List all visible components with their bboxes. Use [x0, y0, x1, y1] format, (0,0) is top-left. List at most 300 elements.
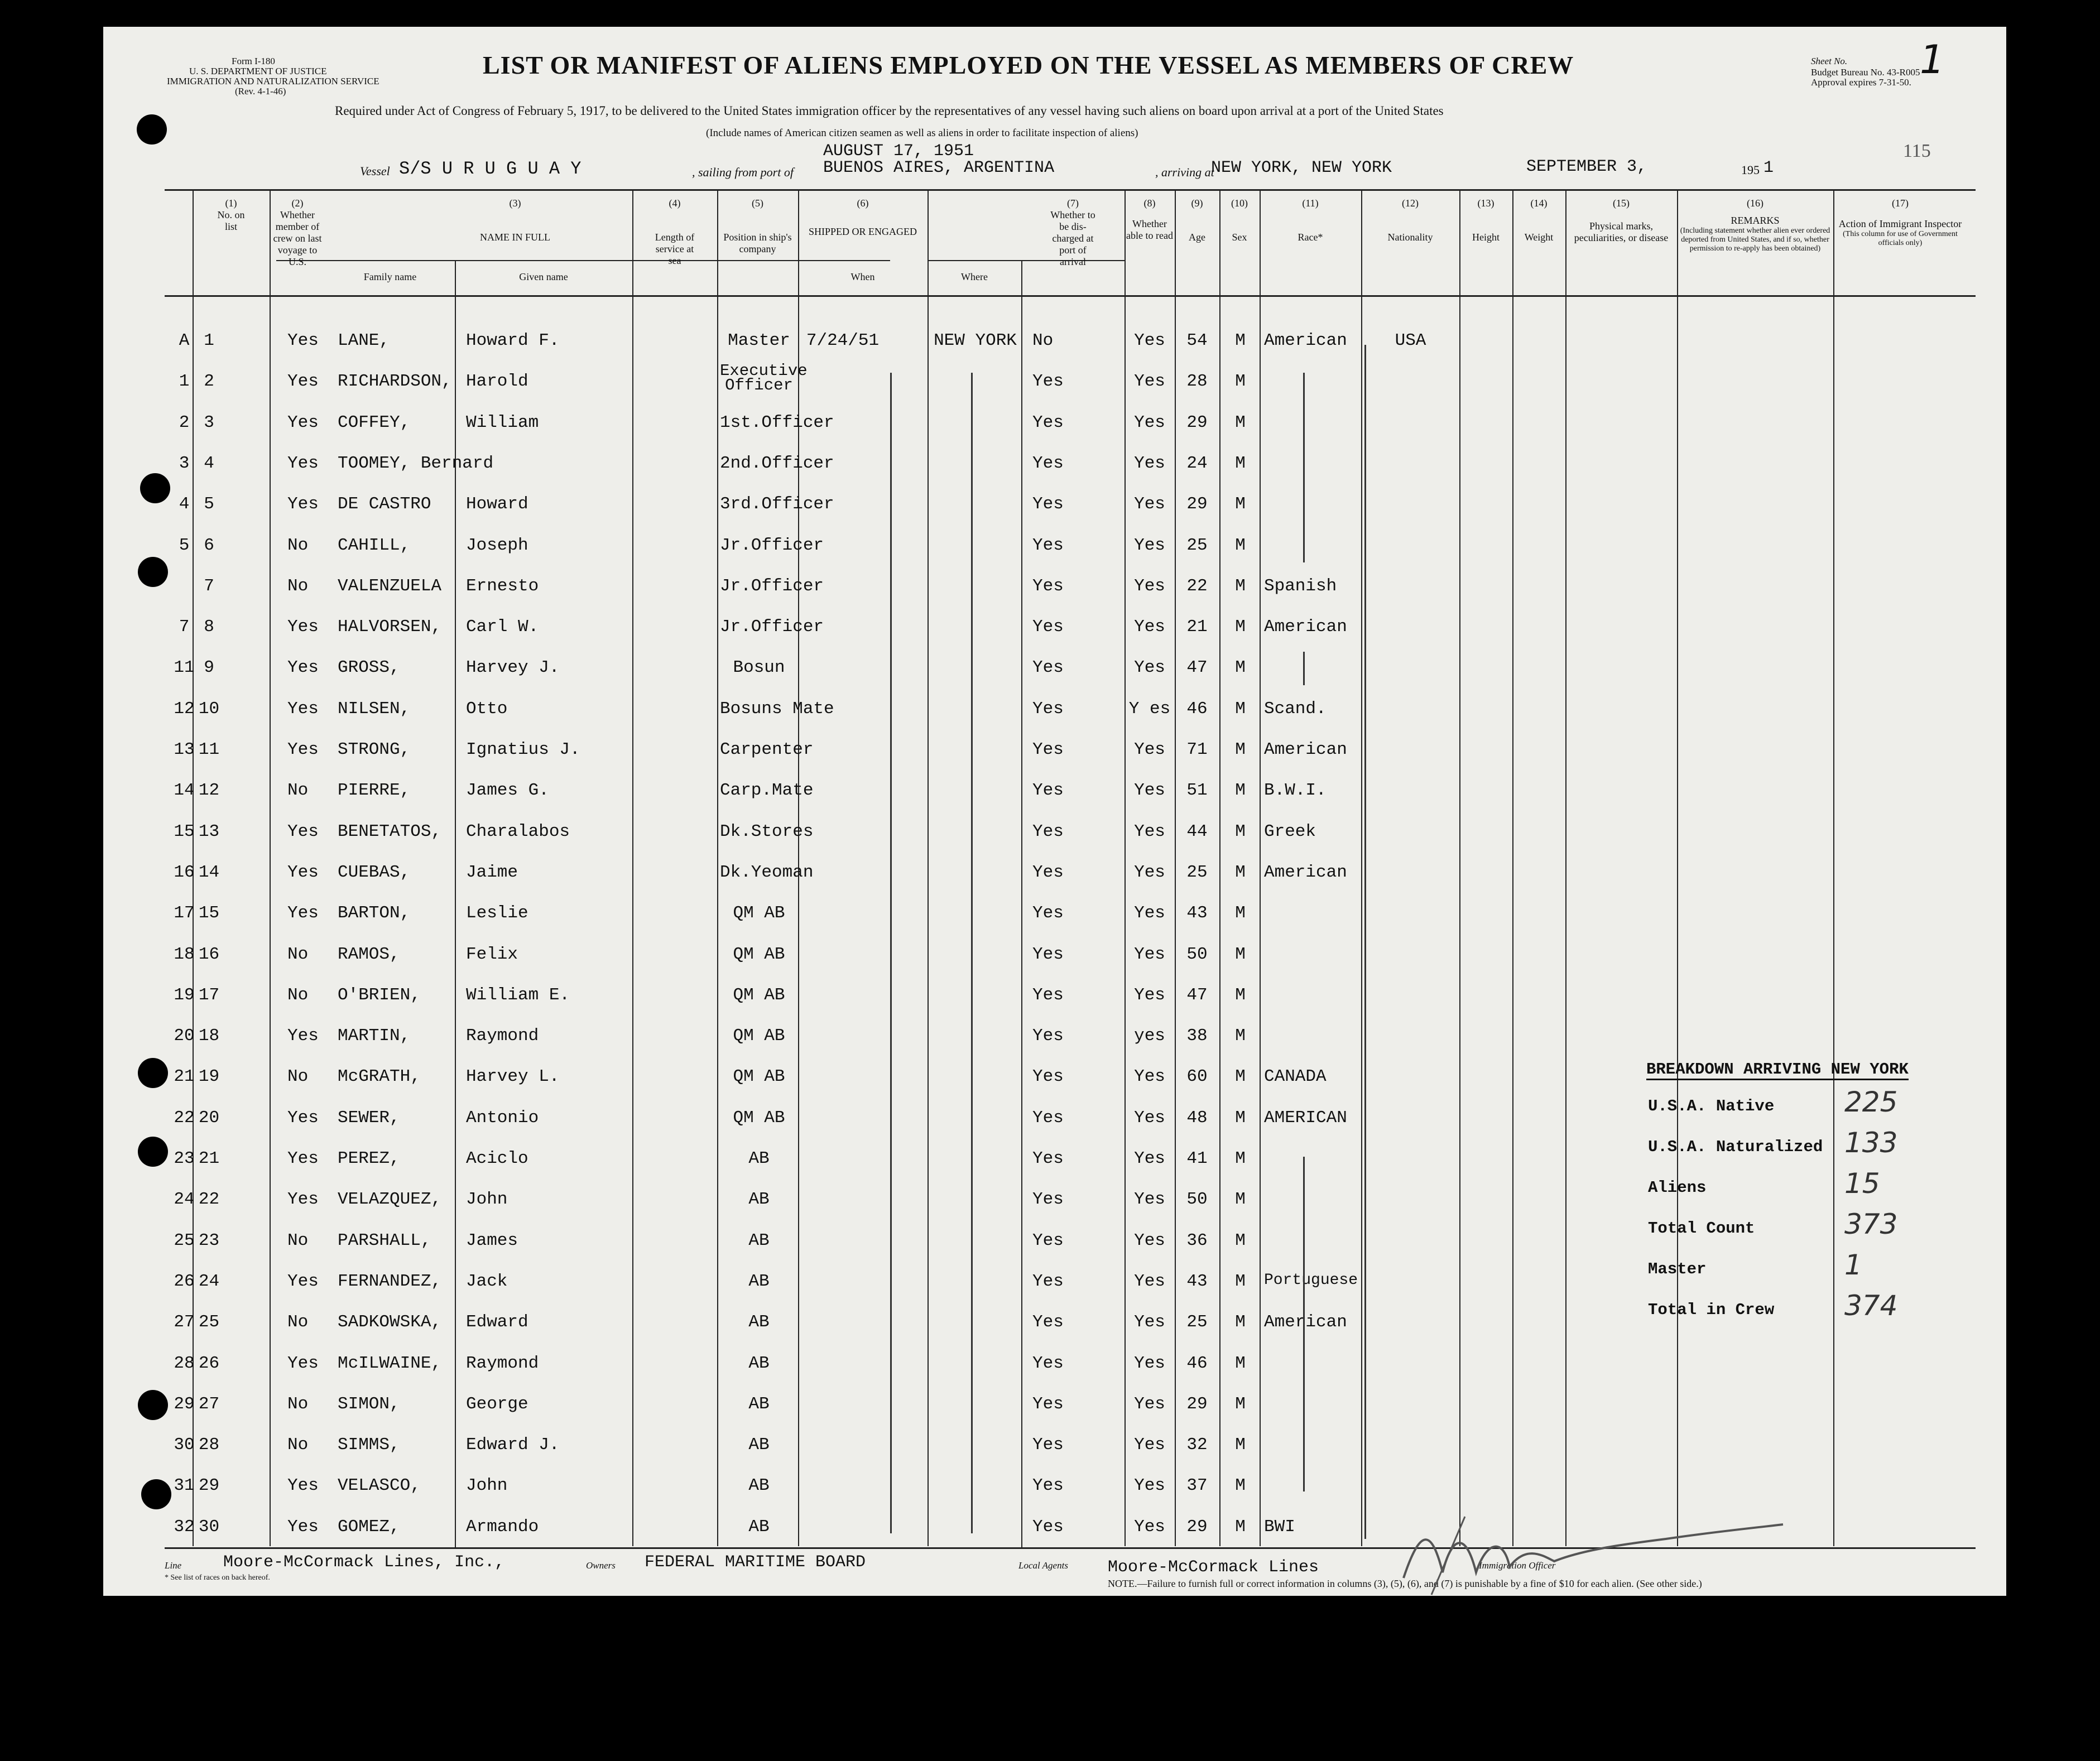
- row-age: 46: [1186, 699, 1208, 719]
- row-margin-number: A: [179, 331, 190, 350]
- row-margin-number: 24: [174, 1190, 195, 1209]
- page-title: LIST OR MANIFEST OF ALIENS EMPLOYED ON THE VESSEL AS MEMBERS OF CREW: [483, 51, 1574, 79]
- row-sex: M: [1235, 699, 1246, 719]
- row-given-name: Aciclo: [466, 1149, 528, 1168]
- row-age: 50: [1186, 945, 1208, 964]
- row-given-name: William: [466, 413, 539, 432]
- row-shipped-where: NEW YORK: [934, 331, 1017, 350]
- row-last-voyage: Yes: [287, 822, 319, 841]
- row-list-number: 17: [198, 985, 220, 1005]
- row-list-number: 9: [204, 658, 214, 677]
- row-margin-number: 11: [174, 658, 195, 677]
- table-row: [103, 1026, 2001, 1060]
- row-list-number: 29: [198, 1476, 220, 1495]
- row-list-number: 5: [204, 494, 214, 514]
- row-sex: M: [1235, 413, 1246, 432]
- row-sex: M: [1235, 372, 1246, 391]
- table-row: [103, 536, 2001, 569]
- table-row: [103, 903, 2001, 937]
- row-list-number: 15: [198, 903, 220, 923]
- row-position: AB: [748, 1272, 770, 1291]
- ditto-mark-nationality: [1364, 345, 1366, 1539]
- manifest-sheet: [103, 27, 2006, 1596]
- agents-value: Moore-McCormack Lines: [1108, 1558, 1319, 1577]
- row-sex: M: [1235, 331, 1246, 350]
- row-age: 25: [1186, 1312, 1208, 1332]
- row-list-number: 24: [198, 1272, 220, 1291]
- row-family-name: COFFEY,: [338, 413, 411, 432]
- breakdown-title: BREAKDOWN ARRIVING NEW YORK: [1646, 1060, 1909, 1080]
- row-last-voyage: Yes: [287, 1108, 319, 1128]
- row-family-name: PIERRE,: [338, 781, 411, 800]
- row-list-number: 13: [198, 822, 220, 841]
- owners-value: FEDERAL MARITIME BOARD: [645, 1553, 866, 1572]
- row-discharged: Yes: [1032, 536, 1064, 555]
- row-position: AB: [748, 1231, 770, 1250]
- row-margin-number: 17: [174, 903, 195, 923]
- row-sex: M: [1235, 1108, 1246, 1128]
- col6-when-header: When: [850, 271, 875, 282]
- row-position: QM AB: [733, 1026, 785, 1046]
- row-discharged: Yes: [1032, 985, 1064, 1005]
- year-digit: 1: [1763, 158, 1774, 177]
- row-given-name: Raymond: [466, 1354, 539, 1373]
- row-family-name: DE CASTRO: [338, 494, 431, 514]
- revision: (Rev. 4-1-46): [235, 86, 286, 97]
- row-sex: M: [1235, 1272, 1246, 1291]
- service: IMMIGRATION AND NATURALIZATION SERVICE: [167, 76, 379, 86]
- row-given-name: John: [466, 1190, 508, 1209]
- row-family-name: BENETATOS,: [338, 822, 442, 841]
- row-able-to-read: Yes: [1134, 781, 1165, 800]
- row-last-voyage: No: [287, 1312, 309, 1332]
- row-race: BWI: [1264, 1517, 1295, 1537]
- row-position: Carpenter: [720, 740, 814, 759]
- row-race: American: [1264, 617, 1347, 637]
- row-last-voyage: Yes: [287, 863, 319, 882]
- col3-family-header: Family name: [363, 271, 417, 282]
- row-age: 50: [1186, 1190, 1208, 1209]
- row-given-name: Harold: [466, 372, 528, 391]
- row-able-to-read: Yes: [1134, 985, 1165, 1005]
- row-list-number: 7: [204, 576, 214, 596]
- row-age: 29: [1186, 413, 1208, 432]
- row-list-number: 25: [198, 1312, 220, 1332]
- row-position: AB: [748, 1435, 770, 1455]
- row-discharged: Yes: [1032, 1517, 1064, 1537]
- row-position: QM AB: [733, 985, 785, 1005]
- row-margin-number: 32: [174, 1517, 195, 1537]
- row-position: Jr.Officer: [720, 536, 824, 555]
- required-text: Required under Act of Congress of February 5, 1917, to be delivered to the United States immigration officer by the representatives of any vessel having such aliens on board upon arrival at a port of the United States: [335, 104, 1444, 118]
- ditto-mark-race: [1303, 373, 1305, 562]
- row-able-to-read: Yes: [1134, 331, 1165, 350]
- row-able-to-read: Yes: [1134, 536, 1165, 555]
- row-age: 51: [1186, 781, 1208, 800]
- sheet-label: Sheet No.: [1811, 56, 1848, 66]
- table-row: [103, 617, 2001, 651]
- row-position: AB: [748, 1394, 770, 1414]
- row-age: 25: [1186, 536, 1208, 555]
- row-last-voyage: No: [287, 576, 309, 596]
- row-position: Dk.Yeoman: [720, 863, 814, 882]
- col13-header: (13) Height: [1472, 198, 1500, 243]
- row-last-voyage: No: [287, 1067, 309, 1086]
- row-list-number: 16: [198, 945, 220, 964]
- row-discharged: Yes: [1032, 494, 1064, 514]
- col11-header: (11) Race*: [1298, 198, 1323, 243]
- row-sex: M: [1235, 1026, 1246, 1046]
- row-able-to-read: Yes: [1134, 740, 1165, 759]
- row-discharged: Yes: [1032, 1312, 1064, 1332]
- row-position: Jr.Officer: [720, 617, 824, 637]
- breakdown-label: Master: [1648, 1260, 1707, 1278]
- row-discharged: Yes: [1032, 454, 1064, 473]
- department: U. S. DEPARTMENT OF JUSTICE: [189, 66, 327, 76]
- punch-hole: [137, 114, 167, 145]
- row-margin-number: 25: [174, 1231, 195, 1250]
- col6-header: (6) SHIPPED OR ENGAGED: [808, 198, 917, 237]
- row-family-name: CAHILL,: [338, 536, 411, 555]
- row-margin-number: 19: [174, 985, 195, 1005]
- sail-date: AUGUST 17, 1951: [823, 142, 974, 161]
- row-margin-number: 27: [174, 1312, 195, 1332]
- row-sex: M: [1235, 740, 1246, 759]
- row-last-voyage: Yes: [287, 1149, 319, 1168]
- row-sex: M: [1235, 1354, 1246, 1373]
- row-discharged: Yes: [1032, 1108, 1064, 1128]
- arriving-label: , arriving at: [1155, 165, 1214, 179]
- row-age: 37: [1186, 1476, 1208, 1495]
- row-family-name: RICHARDSON,: [338, 372, 452, 391]
- row-position: QM AB: [733, 1067, 785, 1086]
- row-last-voyage: Yes: [287, 903, 319, 923]
- row-list-number: 6: [204, 536, 214, 555]
- row-list-number: 19: [198, 1067, 220, 1086]
- include-text: (Include names of American citizen seamen as well as aliens in order to facilitate inspection of aliens): [706, 127, 1138, 139]
- row-age: 44: [1186, 822, 1208, 841]
- row-age: 48: [1186, 1108, 1208, 1128]
- row-discharged: Yes: [1032, 699, 1064, 719]
- row-last-voyage: Yes: [287, 454, 319, 473]
- row-able-to-read: Yes: [1134, 576, 1165, 596]
- row-discharged: Yes: [1032, 576, 1064, 596]
- row-able-to-read: Yes: [1134, 413, 1165, 432]
- breakdown-value: 1: [1844, 1249, 1862, 1281]
- row-sex: M: [1235, 1394, 1246, 1414]
- row-position: Jr.Officer: [720, 576, 824, 596]
- col12-header: (12) Nationality: [1387, 198, 1433, 243]
- row-list-number: 28: [198, 1435, 220, 1455]
- row-discharged: No: [1032, 331, 1054, 350]
- row-sex: M: [1235, 1149, 1246, 1168]
- row-margin-number: 1: [179, 372, 190, 391]
- row-position: AB: [748, 1149, 770, 1168]
- row-sex: M: [1235, 863, 1246, 882]
- row-able-to-read: Yes: [1134, 903, 1165, 923]
- table-row: [103, 1272, 2001, 1305]
- row-able-to-read: Yes: [1134, 617, 1165, 637]
- officer-signature: [1398, 1505, 1789, 1596]
- row-sex: M: [1235, 985, 1246, 1005]
- row-last-voyage: Yes: [287, 1517, 319, 1537]
- row-able-to-read: Yes: [1134, 1312, 1165, 1332]
- row-given-name: William E.: [466, 985, 570, 1005]
- row-sex: M: [1235, 1476, 1246, 1495]
- row-last-voyage: No: [287, 536, 309, 555]
- vessel-name: S/S U R U G U A Y: [399, 158, 582, 179]
- row-last-voyage: Yes: [287, 1026, 319, 1046]
- row-given-name: Jack: [466, 1272, 508, 1291]
- row-discharged: Yes: [1032, 1272, 1064, 1291]
- row-family-name: STRONG,: [338, 740, 411, 759]
- col2-header: (2) Whether member of crew on last voyage to U.S.: [273, 198, 322, 267]
- approval-expiry: Approval expires 7-31-50.: [1811, 77, 1911, 88]
- row-able-to-read: Yes: [1134, 1354, 1165, 1373]
- row-sex: M: [1235, 1067, 1246, 1086]
- row-discharged: Yes: [1032, 903, 1064, 923]
- col8-header: (8) Whether able to read: [1126, 198, 1173, 241]
- row-race: Portuguese: [1264, 1272, 1358, 1289]
- col7-header: (7) Whether to be dis-charged at port of arrival: [1050, 198, 1095, 267]
- row-family-name: McGRATH,: [338, 1067, 421, 1086]
- row-list-number: 22: [198, 1190, 220, 1209]
- row-position: AB: [748, 1517, 770, 1537]
- row-margin-number: 22: [174, 1108, 195, 1128]
- row-age: 25: [1186, 863, 1208, 882]
- row-age: 38: [1186, 1026, 1208, 1046]
- row-given-name: John: [466, 1476, 508, 1495]
- table-top-rule: [165, 189, 1976, 191]
- row-margin-number: 30: [174, 1435, 195, 1455]
- row-last-voyage: Yes: [287, 331, 319, 350]
- row-family-name: PARSHALL,: [338, 1231, 431, 1250]
- row-sex: M: [1235, 1517, 1246, 1537]
- row-position: QM AB: [733, 945, 785, 964]
- vessel-label: Vessel: [360, 164, 390, 178]
- row-list-number: 21: [198, 1149, 220, 1168]
- breakdown-value: 225: [1844, 1086, 1898, 1118]
- col16-header: (16) REMARKS (Including statement whether alien ever ordered deported from United States, and if so, whether permission to re-apply has been obtained): [1680, 198, 1830, 253]
- row-family-name: VELASCO,: [338, 1476, 421, 1495]
- row-position: Dk.Stores: [720, 822, 814, 841]
- row-position: Master: [728, 331, 790, 350]
- row-last-voyage: Yes: [287, 658, 319, 677]
- row-given-name: Armando: [466, 1517, 539, 1537]
- row-discharged: Yes: [1032, 863, 1064, 882]
- row-last-voyage: Yes: [287, 740, 319, 759]
- row-last-voyage: No: [287, 1394, 309, 1414]
- row-list-number: 1: [204, 331, 214, 350]
- row-given-name: James G.: [466, 781, 549, 800]
- row-age: 54: [1186, 331, 1208, 350]
- row-margin-number: 12: [174, 699, 195, 719]
- row-given-name: Ignatius J.: [466, 740, 580, 759]
- row-sex: M: [1235, 1312, 1246, 1332]
- row-race: American: [1264, 331, 1347, 350]
- row-position: 1st.Officer: [720, 413, 834, 432]
- table-row: [103, 576, 2001, 610]
- row-margin-number: 26: [174, 1272, 195, 1291]
- sailing-label: , sailing from port of: [692, 165, 794, 179]
- row-last-voyage: No: [287, 985, 309, 1005]
- row-discharged: Yes: [1032, 617, 1064, 637]
- footer-note: NOTE.—Failure to furnish full or correct information in columns (3), (5), (6), and (7) is punishable by a fine of $10 for each alien. (See other side.): [1108, 1578, 1702, 1589]
- departure-port: BUENOS AIRES, ARGENTINA: [823, 158, 1055, 177]
- table-row: [103, 413, 2001, 446]
- row-discharged: Yes: [1032, 1149, 1064, 1168]
- row-discharged: Yes: [1032, 781, 1064, 800]
- row-margin-number: 21: [174, 1067, 195, 1086]
- row-list-number: 2: [204, 372, 214, 391]
- row-able-to-read: Yes: [1134, 1476, 1165, 1495]
- row-age: 60: [1186, 1067, 1208, 1086]
- line-label: Line: [165, 1560, 182, 1571]
- row-discharged: Yes: [1032, 945, 1064, 964]
- row-position: AB: [748, 1190, 770, 1209]
- row-discharged: Yes: [1032, 1190, 1064, 1209]
- row-margin-number: 31: [174, 1476, 195, 1495]
- row-given-name: Raymond: [466, 1026, 539, 1046]
- table-row: [103, 945, 2001, 978]
- row-margin-number: 3: [179, 454, 190, 473]
- row-able-to-read: Yes: [1134, 1190, 1165, 1209]
- ditto-mark-when: [890, 373, 892, 1533]
- row-sex: M: [1235, 1231, 1246, 1250]
- row-margin-number: 16: [174, 863, 195, 882]
- col15-header: (15) Physical marks, peculiarities, or disease: [1574, 198, 1669, 243]
- row-family-name: SADKOWSKA,: [338, 1312, 442, 1332]
- row-sex: M: [1235, 1190, 1246, 1209]
- row-race: American: [1264, 863, 1347, 882]
- sheet-number: 1: [1920, 37, 1945, 83]
- row-able-to-read: Y es: [1128, 699, 1171, 719]
- row-position: Bosun: [733, 658, 785, 677]
- row-list-number: 3: [204, 413, 214, 432]
- row-margin-number: 15: [174, 822, 195, 841]
- row-list-number: 10: [198, 699, 220, 719]
- row-able-to-read: yes: [1134, 1026, 1165, 1046]
- ditto-mark-where: [971, 373, 973, 1533]
- agents-label: Local Agents: [1018, 1560, 1068, 1571]
- table-row: [103, 740, 2001, 773]
- row-margin-number: 4: [179, 494, 190, 514]
- row-discharged: Yes: [1032, 1476, 1064, 1495]
- col3-header: (3) NAME IN FULL: [480, 198, 550, 243]
- row-sex: M: [1235, 781, 1246, 800]
- breakdown-value: 374: [1844, 1290, 1898, 1322]
- row-list-number: 30: [198, 1517, 220, 1537]
- row-position: 2nd.Officer: [720, 454, 834, 473]
- row-sex: M: [1235, 945, 1246, 964]
- row-given-name: Jaime: [466, 863, 518, 882]
- row-margin-number: 7: [179, 617, 190, 637]
- row-given-name: Otto: [466, 699, 508, 719]
- row-given-name: Harvey L.: [466, 1067, 560, 1086]
- col3-given-header: Given name: [519, 271, 568, 282]
- row-list-number: 8: [204, 617, 214, 637]
- table-row: [103, 699, 2001, 733]
- row-list-number: 23: [198, 1231, 220, 1250]
- row-discharged: Yes: [1032, 1354, 1064, 1373]
- row-list-number: 26: [198, 1354, 220, 1373]
- row-given-name: Joseph: [466, 536, 528, 555]
- row-discharged: Yes: [1032, 1026, 1064, 1046]
- row-given-name: Ernesto: [466, 576, 539, 596]
- row-race: Greek: [1264, 822, 1316, 841]
- row-position: 3rd.Officer: [720, 494, 834, 514]
- row-able-to-read: Yes: [1134, 372, 1165, 391]
- row-age: 24: [1186, 454, 1208, 473]
- row-age: 71: [1186, 740, 1208, 759]
- row-position: Carp.Mate: [720, 781, 814, 800]
- row-able-to-read: Yes: [1134, 1517, 1165, 1537]
- row-family-name: GOMEZ,: [338, 1517, 400, 1537]
- row-able-to-read: Yes: [1134, 1435, 1165, 1455]
- races-note: * See list of races on back hereof.: [165, 1574, 270, 1582]
- row-race: B.W.I.: [1264, 781, 1327, 800]
- row-given-name: George: [466, 1394, 528, 1414]
- ditto-mark-race: [1303, 1157, 1305, 1491]
- row-last-voyage: Yes: [287, 494, 319, 514]
- row-age: 29: [1186, 494, 1208, 514]
- breakdown-value: 133: [1844, 1127, 1898, 1159]
- col5-header: (5) Position in ship's company: [723, 198, 792, 254]
- row-position: AB: [748, 1354, 770, 1373]
- row-margin-number: 20: [174, 1026, 195, 1046]
- row-last-voyage: No: [287, 1231, 309, 1250]
- row-given-name: Edward J.: [466, 1435, 560, 1455]
- row-age: 22: [1186, 576, 1208, 596]
- row-family-name: TOOMEY, Bernard: [338, 454, 494, 473]
- table-row: [103, 1476, 2001, 1509]
- col17-header: (17) Action of Immigrant Inspector (This column for use of Government officials only): [1838, 198, 1962, 247]
- row-list-number: 4: [204, 454, 214, 473]
- row-family-name: SEWER,: [338, 1108, 400, 1128]
- row-age: 47: [1186, 985, 1208, 1005]
- row-able-to-read: Yes: [1134, 454, 1165, 473]
- row-discharged: Yes: [1032, 740, 1064, 759]
- row-discharged: Yes: [1032, 658, 1064, 677]
- table-row: [103, 1354, 2001, 1387]
- row-discharged: Yes: [1032, 822, 1064, 841]
- row-age: 46: [1186, 1354, 1208, 1373]
- row-margin-number: 28: [174, 1354, 195, 1373]
- row-age: 43: [1186, 1272, 1208, 1291]
- row-family-name: SIMON,: [338, 1394, 400, 1414]
- row-discharged: Yes: [1032, 372, 1064, 391]
- row-given-name: James: [466, 1231, 518, 1250]
- row-list-number: 12: [198, 781, 220, 800]
- row-discharged: Yes: [1032, 1435, 1064, 1455]
- row-list-number: 18: [198, 1026, 220, 1046]
- row-race: American: [1264, 740, 1347, 759]
- table-row: [103, 331, 2001, 364]
- row-able-to-read: Yes: [1134, 658, 1165, 677]
- table-row: [103, 822, 2001, 855]
- row-family-name: CUEBAS,: [338, 863, 411, 882]
- row-able-to-read: Yes: [1134, 1394, 1165, 1414]
- table-row: [103, 863, 2001, 896]
- row-position: AB: [748, 1476, 770, 1495]
- row-list-number: 11: [198, 740, 220, 759]
- row-sex: M: [1235, 494, 1246, 514]
- arrival-port: NEW YORK, NEW YORK: [1211, 158, 1392, 177]
- col10-header: (10) Sex: [1231, 198, 1248, 243]
- row-family-name: LANE,: [338, 331, 390, 350]
- table-row: [103, 1435, 2001, 1469]
- row-given-name: Antonio: [466, 1108, 539, 1128]
